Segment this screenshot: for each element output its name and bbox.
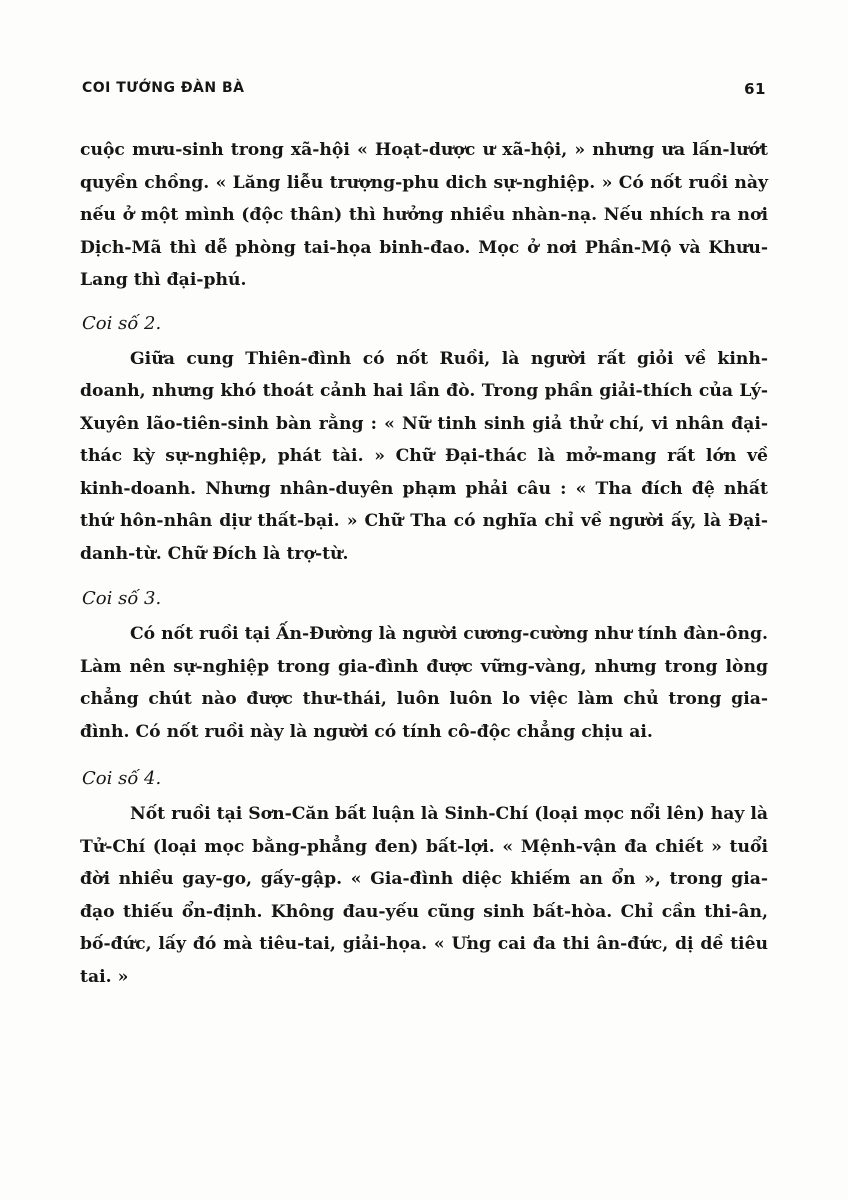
paragraph-section-2: Giữa cung Thiên-đình có nốt Ruồi, là người rất giỏi về kinh-doanh, nhưng khó thoát cảnh hai lần đò. Trong phần giải-thích của Lý-Xuyên lão-tiên-sinh bàn rằng : « Nữ tinh sinh giả thử chí, vi nhân đại-thác kỳ sự-nghiệp, phát tài. » Chữ Đại-thác là mở-mang rất lớn về kinh-doanh. Nhưng nhân-duyên phạm phải câu : « Tha đích đệ nhất thứ hôn-nhân dịư thất-bại. » Chữ Tha có nghĩa chỉ về người ấy, là Đại-danh-từ. Chữ Đích là trợ-từ. [80,348,768,564]
page-number: 61 [744,80,766,98]
page-text-area [80,70,768,993]
paragraph-section-3: Có nốt ruồi tại Ấn-Đường là người cương-cường như tính đàn-ông. Làm nên sự-nghiệp trong gia-đình được vững-vàng, nhưng trong lòng chẳng chút nào được thư-thái, luôn luôn lo việc làm chủ trong gia-đình. Có nốt ruồi này là người có tính cô-độc chẳng chịu ai. [80,624,768,742]
section-heading-2: Coi số 2. [82,312,162,334]
paragraph-section-4: Nốt ruồi tại Sơn-Căn bất luận là Sinh-Chí (loại mọc nổi lên) hay là Tử-Chí (loại mọc bằng-phẳng đen) bất-lợi. « Mệnh-vận đa chiết » tuổi đời nhiều gay-go, gấy-gập. « Gia-đình diệc khiếm an ổn », trong gia-đạo thiếu ổn-định. Không đau-yếu cũng sinh bất-hòa. Chỉ cần thi-ân, bố-đức, lấy đó mà tiêu-tai, giải-họa. « Ưng cai đa thi ân-đức, dị dề tiêu tai. » [80,804,768,987]
section-heading-4: Coi số 4. [82,768,162,789]
running-title: COI TƯỚNG ĐÀN BÀ [82,80,245,96]
section-heading-3: Coi số 3. [82,588,162,609]
paragraph-continued: cuộc mưu-sinh trong xã-hội « Hoạt-dược ư xã-hội, » nhưng ưa lấn-lướt quyền chồng. « Lăng liễu trượng-phu dich sự-nghiệp. » Có nốt ruồi này nếu ở một mình (độc thân) thì hưởng nhiều nhàn-nạ. Nếu nhích ra nơi Dịch-Mã thì dễ phòng tai-họa binh-đao. Mọc ở nơi Phần-Mộ và Khưu-Lang thì đại-phú. [80,140,768,290]
running-header [80,70,768,110]
